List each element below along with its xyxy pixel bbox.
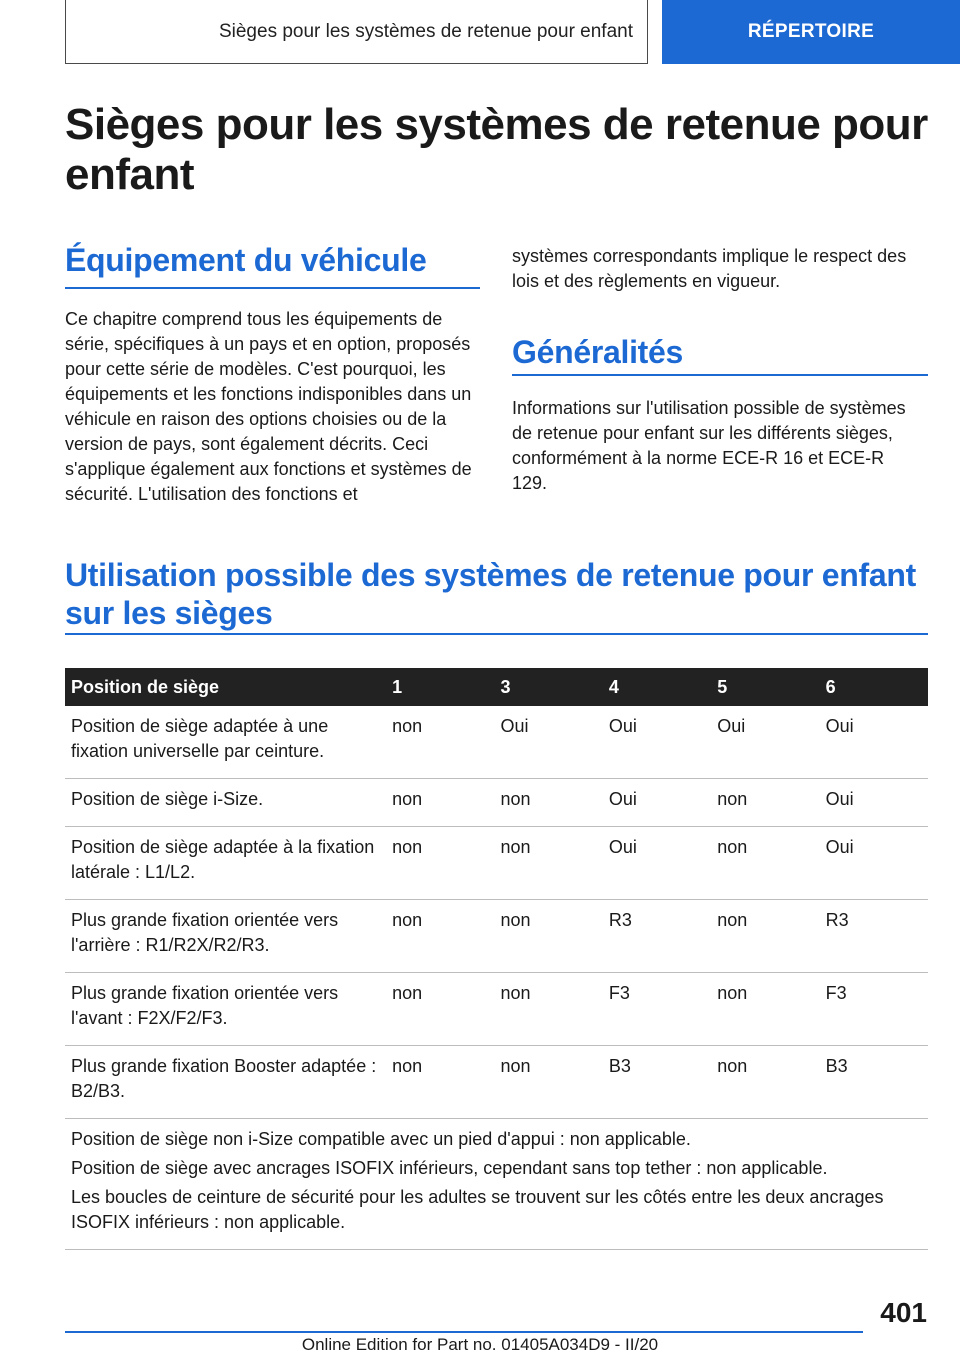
page-number: 401: [880, 1297, 927, 1328]
table-cell: non: [494, 1046, 602, 1119]
child-seat-table: [65, 668, 928, 1250]
table-cell: Oui: [603, 779, 711, 827]
usage-rule: [65, 633, 928, 635]
table-cell: non: [386, 706, 494, 779]
table-note: Position de siège avec ancrages ISOFIX inférieurs, cependant sans top tether : non applicable.: [71, 1158, 828, 1178]
table-cell-label: Plus grande fixation orientée vers l'avant : F2X/F2/F3.: [65, 973, 386, 1046]
footer-rule: [65, 1331, 863, 1333]
table-cell-label: Plus grande fixation orientée vers l'arrière : R1/R2X/R2/R3.: [65, 900, 386, 973]
table-cell: non: [494, 973, 602, 1046]
table-cell-label: Position de siège adaptée à la fixation latérale : L1/L2.: [65, 827, 386, 900]
table-header-row: [65, 668, 928, 706]
table-cell: F3: [820, 973, 928, 1046]
table-cell: Oui: [820, 706, 928, 779]
table-row: [65, 779, 928, 827]
table-header-seat-5: 5: [711, 668, 819, 706]
table-cell: Oui: [820, 827, 928, 900]
table-header-seat-6: 6: [820, 668, 928, 706]
table-cell: non: [711, 779, 819, 827]
equipment-text-right: systèmes correspondants implique le respect des lois et des règlements en vigueur.: [512, 246, 907, 291]
table-cell: non: [386, 973, 494, 1046]
equipment-rule: [65, 287, 480, 289]
index-button[interactable]: [662, 0, 960, 64]
index-button-label: RÉPERTOIRE: [747, 21, 875, 42]
table-cell: Oui: [603, 827, 711, 900]
equipment-text-left: Ce chapitre comprend tous les équipements de série, spécifiques à un pays et en option, proposés pour cette série de modèles. C'est pourquoi, les équipements et les fonctions indisponibles dans un véhicule en raison des options choisies ou de la version de pays, sont également décrits. Ceci s'applique également aux fonctions et systèmes de sécurité. L'utilisation des fonctions et: [65, 309, 472, 504]
table-cell-label: Plus grande fixation Booster adaptée : B2/B3.: [65, 1046, 386, 1119]
table-header-position: Position de siège: [65, 668, 386, 706]
general-rule: [512, 374, 928, 376]
table-notes-row: [65, 1119, 928, 1250]
table-row: [65, 973, 928, 1046]
header-chapter-tab: [65, 0, 648, 64]
table-row: [65, 1046, 928, 1119]
general-heading: Généralités: [512, 334, 684, 370]
table-cell: non: [386, 900, 494, 973]
table-header-seat-3: 3: [494, 668, 602, 706]
table-cell: Oui: [711, 706, 819, 779]
header-chapter-title: Sièges pour les systèmes de retenue pour enfant: [218, 20, 633, 42]
page-title: Sièges pour les systèmes de retenue pour enfant: [65, 100, 928, 199]
table-cell: non: [711, 1046, 819, 1119]
table-cell: non: [711, 973, 819, 1046]
table-row: [65, 900, 928, 973]
footer-edition: Online Edition for Part no. 01405A034D9 - II/20: [301, 1335, 659, 1354]
table-cell: B3: [820, 1046, 928, 1119]
table-cell-label: Position de siège i-Size.: [65, 779, 386, 827]
table-cell: R3: [603, 900, 711, 973]
table-cell-label: Position de siège adaptée à une fixation universelle par ceinture.: [65, 706, 386, 779]
table-row: [65, 706, 928, 779]
table-cell: Oui: [603, 706, 711, 779]
general-text: Informations sur l'utilisation possible de systèmes de retenue pour enfant sur les différents sièges, conformément à la norme ECE-R 16 et ECE-R 129.: [512, 398, 906, 493]
table-header-seat-4: 4: [603, 668, 711, 706]
table-row: [65, 827, 928, 900]
table-cell: non: [494, 900, 602, 973]
table-header-seat-1: 1: [386, 668, 494, 706]
table-note: Les boucles de ceinture de sécurité pour les adultes se trouvent sur les côtés entre les deux ancrages ISOFIX inférieurs : non applicable.: [71, 1187, 884, 1232]
table-cell: non: [494, 827, 602, 900]
table-cell: non: [386, 1046, 494, 1119]
table-cell: non: [386, 779, 494, 827]
equipment-heading: Équipement du véhicule: [65, 242, 427, 278]
table-cell: R3: [820, 900, 928, 973]
table-cell: Oui: [820, 779, 928, 827]
usage-heading: Utilisation possible des systèmes de retenue pour enfant sur les sièges: [65, 557, 916, 631]
table-cell: non: [386, 827, 494, 900]
table-cell: non: [711, 900, 819, 973]
table-notes-cell: [65, 1119, 928, 1250]
table-cell: Oui: [494, 706, 602, 779]
table-note: Position de siège non i-Size compatible avec un pied d'appui : non applicable.: [71, 1129, 691, 1149]
table-cell: B3: [603, 1046, 711, 1119]
table-cell: F3: [603, 973, 711, 1046]
table-cell: non: [494, 779, 602, 827]
table-cell: non: [711, 827, 819, 900]
